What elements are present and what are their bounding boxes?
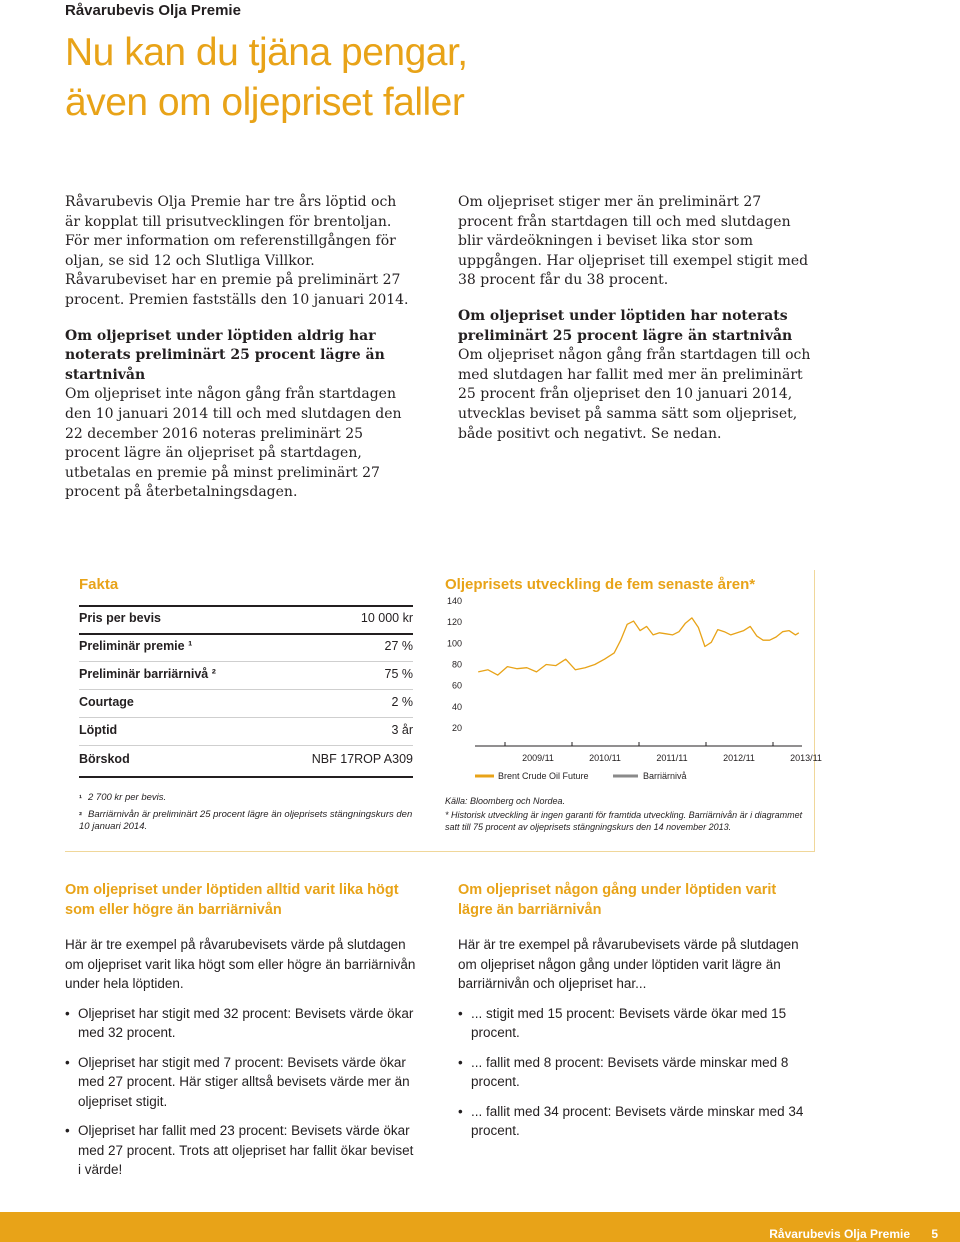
x-tick-label: 2012/11: [723, 753, 755, 763]
list-item: • Oljepriset har stigit med 7 procent: Bevisets värde ökar med 27 procent. Här stiger alltså bevisets värde mer än oljepriset stigit.: [65, 1053, 420, 1112]
intro-right-column: [458, 193, 813, 460]
facts-row-barrier: [79, 661, 413, 689]
x-tick-label: 2010/11: [589, 753, 621, 763]
facts-row-courtage: [79, 689, 413, 717]
facts-value: 75 %: [384, 667, 413, 681]
facts-key: Preliminär barriärnivå ²: [79, 667, 216, 681]
footnote-text: 2 700 kr per bevis.: [88, 792, 167, 803]
y-tick-label: 100: [446, 638, 462, 649]
x-tick-label: 2013/11: [790, 753, 822, 763]
chart-disclaimer: * Historisk utveckling är ingen garanti för framtida utveckling. Barriärnivån är i diagrammet satt till 75 procent av oljeprisets stängningskurs den 14 november 2013.: [445, 810, 803, 832]
facts-value: 27 %: [384, 639, 413, 653]
x-axis: [475, 742, 822, 763]
facts-value: NBF 17ROP A309: [311, 752, 413, 766]
footnote-text: Barriärnivån är preliminärt 25 procent lägre än oljeprisets stängningskurs den 10 januari 2014.: [79, 809, 413, 832]
rise-paragraph: Om oljepriset stiger mer än preliminärt 27 procent från startdagen till och med slutdagen blir värdeökningen i beviset lika stor som uppgången. Har oljepriset till exempel stigit med 38 procent får du 38 procent.: [458, 194, 809, 289]
facts-row-price: [79, 605, 413, 633]
intro-left-column: [65, 193, 410, 519]
scenario-below-barrier: [458, 880, 808, 1141]
facts-key: Courtage: [79, 695, 134, 709]
page-title-line-1: Nu kan du tjäna pengar,: [65, 31, 468, 74]
y-tick-label: 60: [451, 680, 462, 691]
facts-bottom-rule: [79, 776, 413, 778]
scenario-above-barrier: [65, 880, 420, 1180]
list-item: • Oljepriset har fallit med 23 procent: Bevisets värde ökar med 27 procent. Trots att oljepriset har fallit ökar beviset i värde!: [65, 1121, 420, 1180]
facts-title: Fakta: [79, 576, 119, 593]
legend-label: Brent Crude Oil Future: [498, 771, 589, 781]
x-tick-label: 2011/11: [656, 753, 688, 763]
page-number: 5: [931, 1227, 938, 1241]
section-2-text: Om oljepriset någon gång från startdagen till och med slutdagen har fallit med mer än preliminärt 25 procent från oljepriset den 10 januari 2014, utvecklas beviset på samma sätt som oljepriset, både positivt och negativt. Se nedan.: [458, 347, 811, 442]
facts-key: Pris per bevis: [79, 611, 161, 625]
footnote-marker: ¹: [79, 793, 82, 803]
y-tick-label: 120: [446, 617, 462, 628]
section-2-heading: Om oljepriset under löptiden har noterats preliminärt 25 procent lägre än startnivån: [458, 307, 793, 344]
facts-value: 3 år: [391, 723, 413, 737]
footnote-1: [79, 792, 424, 804]
facts-value: 2 %: [391, 695, 413, 709]
scenario-heading: Om oljepriset under löptiden alltid varit lika högt som eller högre än barriärnivån: [65, 882, 399, 918]
list-item: • ... stigit med 15 procent: Bevisets värde ökar med 15 procent.: [458, 1004, 808, 1043]
y-tick-label: 140: [446, 596, 462, 606]
legend-label: Barriärnivå: [643, 771, 687, 781]
scenario-text: Här är tre exempel på råvarubevisets värde på slutdagen om oljepriset varit lika högt som eller högre än barriärnivån under hela löptiden.: [65, 937, 416, 991]
footnote-2: [79, 809, 424, 833]
scenario-list: [458, 1004, 808, 1141]
page-title: [65, 28, 765, 128]
list-item: • ... fallit med 8 procent: Bevisets värde minskar med 8 procent.: [458, 1053, 808, 1092]
series-group: [478, 618, 799, 675]
scenario-list: [65, 1004, 420, 1180]
facts-row-premium: [79, 633, 413, 661]
footer-label: Råvarubevis Olja Premie: [769, 1227, 910, 1241]
facts-key: Löptid: [79, 723, 118, 737]
facts-key: Börskod: [79, 752, 130, 766]
footnote-marker: ²: [79, 810, 82, 820]
list-item: • ... fallit med 34 procent: Bevisets värde minskar med 34 procent.: [458, 1102, 808, 1141]
y-tick-label: 80: [451, 659, 462, 670]
facts-key: Preliminär premie ¹: [79, 639, 193, 653]
section-2: [458, 307, 813, 444]
page-title-line-2: även om oljepriset faller: [65, 81, 465, 124]
facts-row-term: [79, 717, 413, 745]
y-tick-label: 20: [451, 723, 462, 733]
series-line-brent: [478, 618, 799, 675]
scenario-heading: Om oljepriset någon gång under löptiden varit lägre än barriärnivån: [458, 882, 777, 918]
list-item: • Oljepriset har stigit med 32 procent: Bevisets värde ökar med 32 procent.: [65, 1004, 420, 1043]
intro-paragraph: Råvarubevis Olja Premie har tre års löptid och är kopplat till prisutvecklingen för brentoljan. För mer information om referenstillgången för oljan, se sid 12 och Slutliga Villkor. Råvarubeviset har en premie på preliminärt 27 procent. Premien fastställs den 10 januari 2014.: [65, 194, 409, 308]
chart-title: Oljeprisets utveckling de fem senaste åren*: [445, 576, 756, 593]
oil-price-chart: [430, 590, 822, 786]
scenario-text: Här är tre exempel på råvarubevisets värde på slutdagen om oljepriset någon gång under löptiden varit lägre än barriärnivån och oljepriset har...: [458, 937, 799, 991]
facts-value: 10 000 kr: [360, 611, 413, 625]
document-header: Råvarubevis Olja Premie: [65, 2, 241, 19]
x-tick-label: 2009/11: [522, 753, 554, 763]
y-axis: [447, 596, 462, 733]
chart-source: Källa: Bloomberg och Nordea.: [445, 796, 566, 806]
section-1: [65, 327, 410, 503]
section-1-heading: Om oljepriset under löptiden aldrig har noterats preliminärt 25 procent lägre än startnivån: [65, 327, 385, 383]
y-tick-label: 40: [451, 701, 462, 712]
section-1-text: Om oljepriset inte någon gång från startdagen den 10 januari 2014 till och med slutdagen den 22 december 2016 noteras preliminärt 25 procent lägre än oljepriset på startdagen, utbetalas en premie på minst preliminärt 27 procent på återbetalningsdagen.: [65, 386, 402, 501]
chart-legend: [475, 771, 687, 781]
facts-row-ticker: [79, 746, 413, 774]
